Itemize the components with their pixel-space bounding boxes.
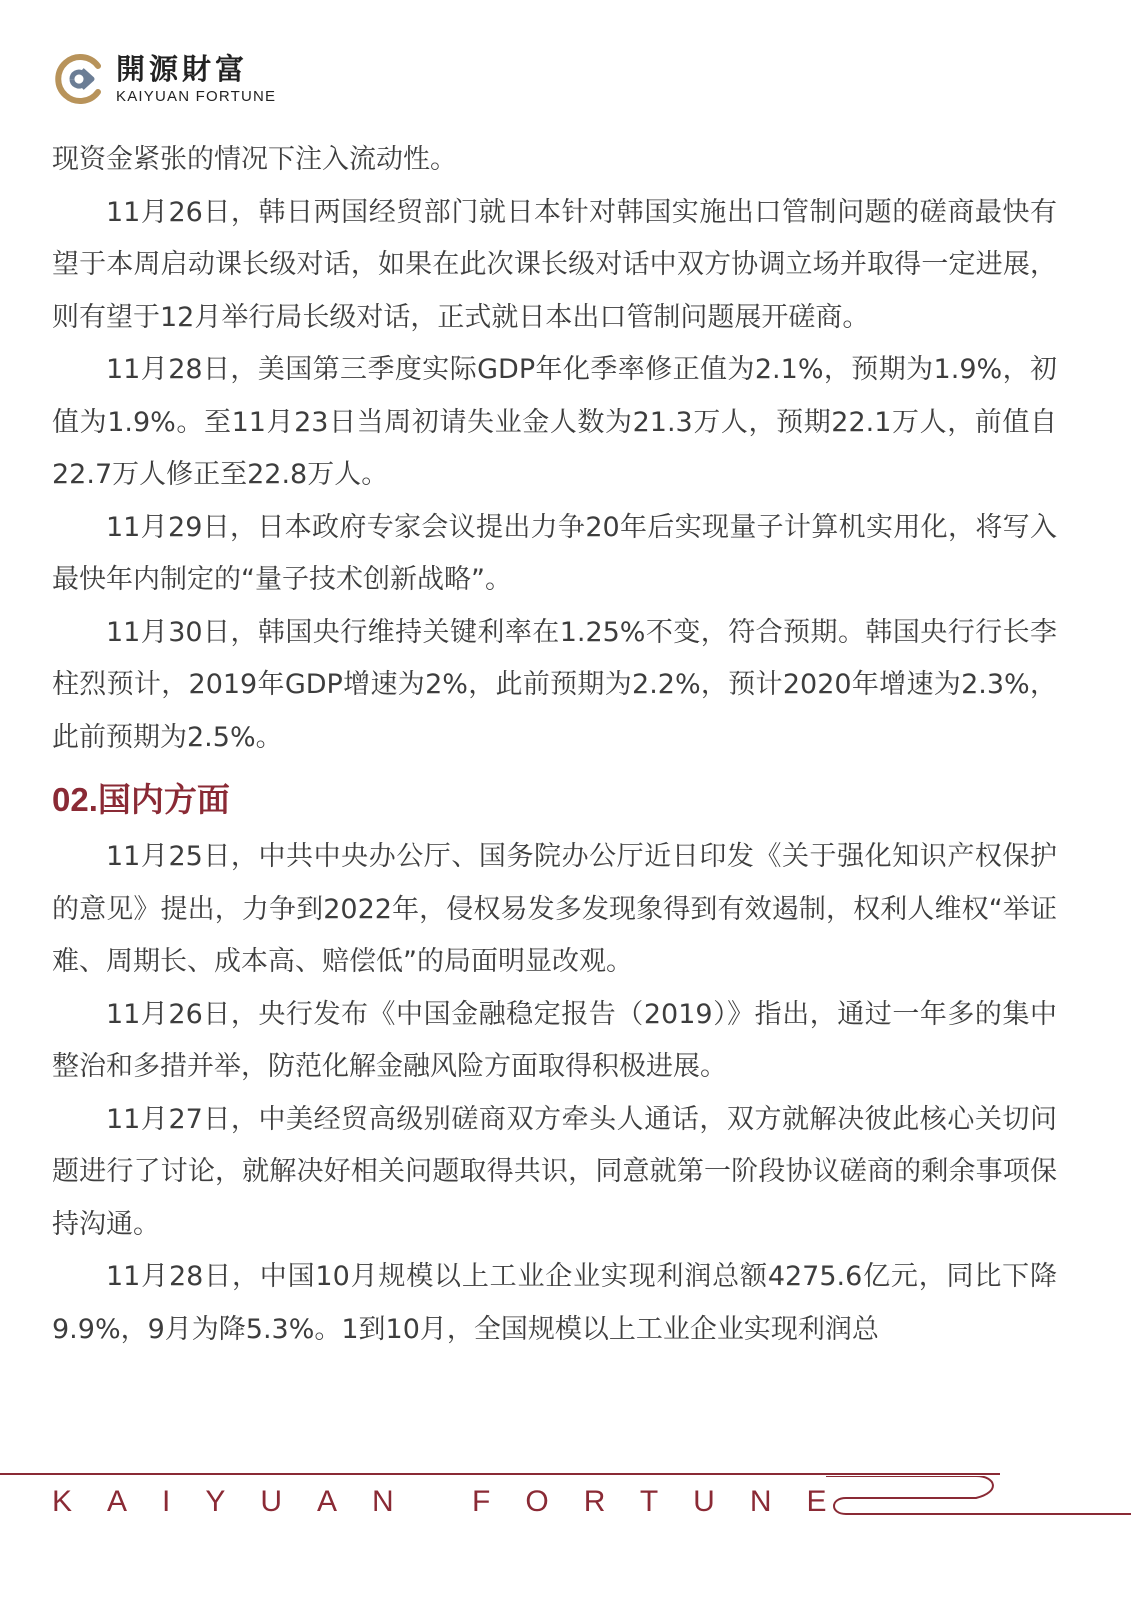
brand-name-cn: 開源財富 bbox=[116, 52, 249, 86]
section-title: 02.国内方面 bbox=[52, 781, 230, 818]
document-body bbox=[52, 134, 1057, 1356]
paragraph: 11月26日，韩日两国经贸部门就日本针对韩国实施出口管制问题的磋商最快有望于本周启动课长级对话，如果在此次课长级对话中双方协调立场并取得一定进展，则有望于12月举行局长级对话，正式就日本出口管制问题展开磋商。 bbox=[52, 196, 1057, 333]
paragraph: 11月28日，美国第三季度实际GDP年化季率修正值为2.1%，预期为1.9%，初值为1.9%。至11月23日当周初请失业金人数为21.3万人，预期22.1万人，前值自22.7万人修正至22.8万人。 bbox=[52, 354, 1057, 490]
brand-name-en: KAIYUAN FORTUNE bbox=[116, 88, 277, 105]
kaiyuan-logo-icon bbox=[52, 52, 106, 106]
paragraph: 11月27日，中美经贸高级别磋商双方牵头人通话，双方就解决彼此核心关切问题进行了讨论，就解决好相关问题取得共识，同意就第一阶段协议磋商的剩余事项保持沟通。 bbox=[52, 1103, 1057, 1240]
paragraph: 11月26日，央行发布《中国金融稳定报告（2019）》指出，通过一年多的集中整治和多措并举，防范化解金融风险方面取得积极进展。 bbox=[52, 998, 1057, 1082]
paragraph: 11月29日，日本政府专家会议提出力争20年后实现量子计算机实用化，将写入最快年内制定的“量子技术创新战略”。 bbox=[52, 511, 1057, 595]
footer-divider bbox=[0, 1473, 1000, 1475]
footer-brand-text: KAIYUAN FORTUNE bbox=[52, 1485, 862, 1518]
footer-swoosh-icon bbox=[826, 1476, 1131, 1520]
paragraph: 11月25日，中共中央办公厅、国务院办公厅近日印发《关于强化知识产权保护的意见》提出，力争到2022年，侵权易发多发现象得到有效遏制，权利人维权“举证难、周期长、成本高、赔偿低”的局面明显改观。 bbox=[52, 841, 1057, 977]
header bbox=[52, 52, 276, 106]
paragraph: 现资金紧张的情况下注入流动性。 bbox=[52, 144, 457, 175]
paragraph: 11月28日，中国10月规模以上工业企业实现利润总额4275.6亿元，同比下降9.9%，9月为降5.3%。1到10月，全国规模以上工业企业实现利润总 bbox=[52, 1261, 1057, 1345]
paragraph: 11月30日，韩国央行维持关键利率在1.25%不变，符合预期。韩国央行行长李柱烈预计，2019年GDP增速为2%，此前预期为2.2%，预计2020年增速为2.3%，此前预期为2.5%。 bbox=[52, 616, 1057, 753]
